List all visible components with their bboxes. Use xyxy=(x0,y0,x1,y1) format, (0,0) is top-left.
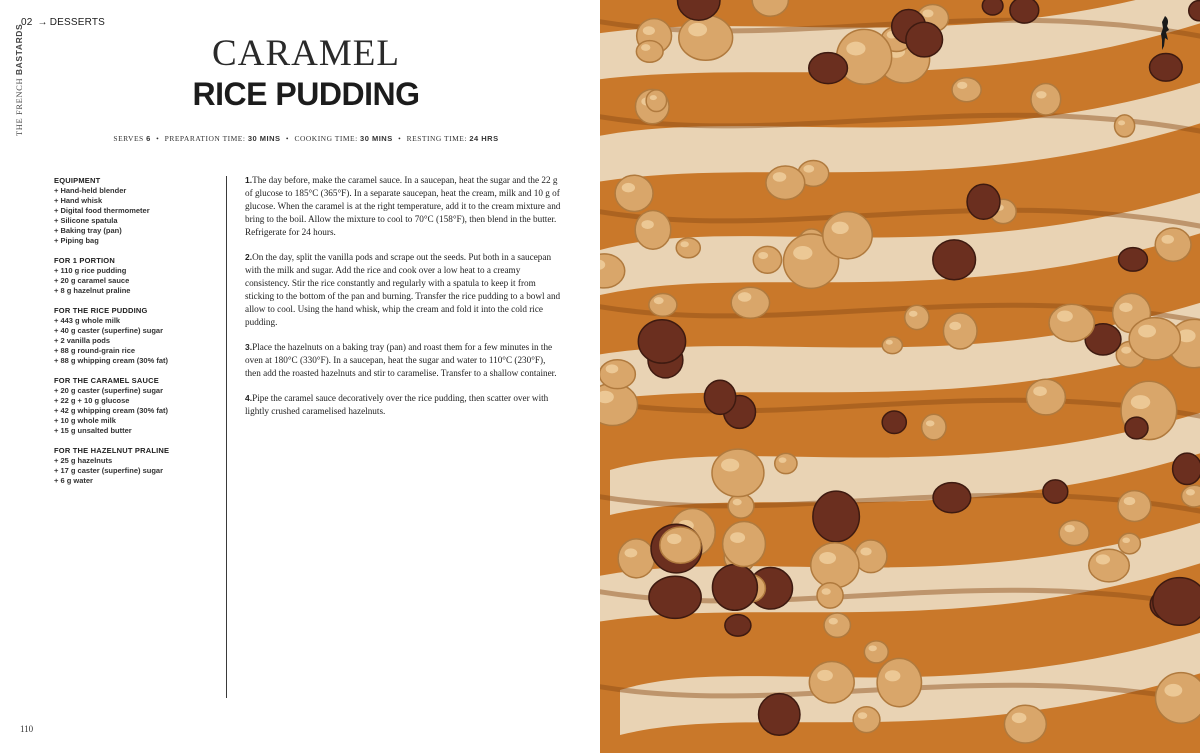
hazelnut xyxy=(864,641,888,663)
ingredient-item: + 2 vanilla pods xyxy=(54,336,111,345)
ingredient-group xyxy=(54,376,224,436)
ingredient-item: + 8 g hazelnut praline xyxy=(54,286,131,295)
hazelnut-highlight xyxy=(803,165,814,173)
hazelnut-highlight xyxy=(643,26,655,35)
hazelnut xyxy=(723,521,766,566)
hazelnut xyxy=(817,583,843,608)
hazelnut-highlight xyxy=(680,241,688,247)
hazelnut xyxy=(1089,549,1130,582)
hazelnut-highlight xyxy=(667,534,681,544)
ingredient-group-heading: FOR 1 PORTION xyxy=(54,256,115,265)
hazelnut xyxy=(635,211,671,250)
hazelnut xyxy=(811,543,859,588)
hazelnut xyxy=(967,184,1000,219)
step-number: 3. xyxy=(245,342,253,352)
recipe-title-line1: CARAMEL xyxy=(212,33,400,74)
hazelnut xyxy=(882,411,906,434)
hazelnut xyxy=(1049,304,1094,341)
hazelnut xyxy=(906,22,943,57)
section-number: 02 xyxy=(21,17,33,28)
hazelnut-highlight xyxy=(773,172,787,182)
hazelnut xyxy=(1031,84,1061,115)
recipe-title-line2: RICE PUDDING xyxy=(192,76,420,112)
hazelnut-highlight xyxy=(831,222,848,234)
page-number: 110 xyxy=(20,724,34,734)
hazelnut xyxy=(712,449,764,496)
hazelnut xyxy=(1125,417,1148,439)
ingredient-group-heading: FOR THE HAZELNUT PRALINE xyxy=(54,446,170,455)
hazelnut-highlight xyxy=(846,42,865,56)
hazelnut-highlight xyxy=(758,252,768,259)
serves-value: 6 xyxy=(146,134,151,143)
hazelnut-highlight xyxy=(733,499,742,505)
ingredient-item: + Baking tray (pan) xyxy=(54,226,122,235)
hazelnut-highlight xyxy=(1186,489,1195,495)
hazelnut-highlight xyxy=(738,292,751,302)
hazelnut-highlight xyxy=(625,548,638,557)
ingredient-item: + Piping bag xyxy=(54,236,99,245)
ingredient-item: + 20 g caster (superfine) sugar xyxy=(54,386,163,395)
ingredient-item: + 6 g water xyxy=(54,476,93,485)
column-divider xyxy=(226,176,227,698)
hazelnut-highlight xyxy=(957,82,967,89)
hazelnut xyxy=(1155,228,1191,261)
hazelnut-highlight xyxy=(1036,91,1046,98)
cook-value: 30 MINS xyxy=(360,134,393,143)
hazelnut xyxy=(1129,318,1180,360)
method-step xyxy=(245,251,561,329)
hazelnut xyxy=(759,694,800,736)
section-name: DESSERTS xyxy=(49,17,106,28)
hazelnut-highlight xyxy=(606,364,619,373)
hazelnut xyxy=(855,540,887,573)
hazelnut-highlight xyxy=(1033,386,1047,396)
hazelnut xyxy=(824,613,850,637)
hazelnut xyxy=(1026,379,1065,415)
step-text: Place the hazelnuts on a baking tray (pan) and roast them for a few minutes in the oven at 180°C (330°F). In a saucepan, heat the sugar and water to 110°C (230°F), then add the roasted hazelnuts and stir to caramelise. Transfer to a shallow container. xyxy=(245,342,557,378)
hazelnut xyxy=(1153,578,1200,626)
hazelnut xyxy=(660,527,701,563)
ingredient-item: + 40 g caster (superfine) sugar xyxy=(54,326,163,335)
hazelnut-highlight xyxy=(1164,684,1182,697)
hazelnut-highlight xyxy=(1138,325,1156,338)
ingredient-item: + Digital food thermometer xyxy=(54,206,150,215)
ingredient-item: + 88 g whipping cream (30% fat) xyxy=(54,356,168,365)
hazelnut-highlight xyxy=(793,246,812,260)
hazelnut xyxy=(728,494,754,518)
hazelnut xyxy=(905,305,929,329)
ingredient-group-heading: EQUIPMENT xyxy=(54,176,101,185)
hazelnut-highlight xyxy=(641,220,653,229)
ingredient-item: + 25 g hazelnuts xyxy=(54,456,113,465)
hazelnut-highlight xyxy=(1121,347,1131,354)
ingredient-item: + 88 g round-grain rice xyxy=(54,346,136,355)
step-number: 2. xyxy=(245,252,253,262)
arrow-right-icon: → xyxy=(37,17,48,28)
prep-value: 30 MINS xyxy=(247,134,281,143)
hazelnut-highlight xyxy=(922,9,933,17)
rooster-logo-icon xyxy=(1158,14,1172,54)
hazelnut xyxy=(1004,705,1046,743)
hazelnut-highlight xyxy=(860,548,871,556)
hazelnut xyxy=(809,661,854,702)
hazelnut xyxy=(1156,673,1200,724)
hazelnut-highlight xyxy=(1064,525,1074,532)
hazelnut xyxy=(982,0,1003,15)
hazelnut-highlight xyxy=(622,183,635,192)
method-steps xyxy=(245,174,561,430)
hazelnut xyxy=(753,246,781,273)
hazelnut-highlight xyxy=(1096,554,1110,564)
hazelnut xyxy=(1043,480,1068,503)
hazelnut xyxy=(646,90,666,112)
ingredient-item: + 10 g whole milk xyxy=(54,416,116,425)
hazelnut xyxy=(882,337,902,354)
cook-label: COOKING TIME: xyxy=(294,134,358,143)
hazelnut-highlight xyxy=(829,618,838,625)
dessert-photo xyxy=(600,0,1200,753)
hazelnut-highlight xyxy=(1012,713,1027,723)
hazelnut-highlight xyxy=(869,645,877,651)
hazelnut-highlight xyxy=(926,420,935,426)
step-number: 4. xyxy=(245,393,253,403)
hazelnut xyxy=(1119,248,1148,272)
hazelnut-highlight xyxy=(819,552,836,564)
hazelnut-highlight xyxy=(641,44,650,51)
hazelnut-highlight xyxy=(1057,310,1073,321)
hazelnut-highlight xyxy=(721,459,739,472)
rest-value: 24 HRS xyxy=(469,134,499,143)
hazelnut-highlight xyxy=(822,588,831,595)
hazelnut xyxy=(600,360,635,389)
hazelnut-highlight xyxy=(1161,235,1174,244)
hazelnut xyxy=(1119,533,1141,554)
ingredient-item: + 443 g whole milk xyxy=(54,316,121,325)
ingredient-item: + 22 g + 10 g glucose xyxy=(54,396,130,405)
hazelnut xyxy=(649,576,701,618)
ingredient-item: + 15 g unsalted butter xyxy=(54,426,132,435)
ingredient-group xyxy=(54,446,224,486)
hazelnut xyxy=(1059,520,1089,545)
hazelnut xyxy=(853,707,880,733)
hazelnut xyxy=(775,453,797,473)
hazelnut-highlight xyxy=(909,311,918,317)
hazelnut-highlight xyxy=(1118,120,1125,125)
hazelnut-highlight xyxy=(779,457,787,463)
hazelnut-highlight xyxy=(1119,303,1132,312)
separator-dot: • xyxy=(285,134,290,143)
ingredient-item: + 110 g rice pudding xyxy=(54,266,127,275)
step-text: On the day, split the vanilla pods and scrape out the seeds. Put both in a saucepan with the milk and sugar. Add the rice and cook over a low heat to a creamy consistency. Stir the rice constantly and regularly with a spatula to keep it from sticking to the bottom of the pan and burning. Transfer the rice pudding to a bowl and allow to cool. Using the hand whisk, whip the cream and fold it into the cold rice pudding. xyxy=(245,252,561,327)
ingredient-item: + Hand whisk xyxy=(54,196,103,205)
ingredient-item: + 17 g caster (superfine) sugar xyxy=(54,466,163,475)
ingredient-group xyxy=(54,176,224,246)
rest-label: RESTING TIME: xyxy=(406,134,467,143)
hazelnut xyxy=(1115,115,1135,137)
recipe-meta xyxy=(0,134,612,143)
hazelnut-highlight xyxy=(949,322,961,330)
recipe-title xyxy=(0,34,612,112)
method-step xyxy=(245,174,561,239)
separator-dot: • xyxy=(398,134,402,143)
hazelnut xyxy=(1173,453,1200,484)
hazelnut xyxy=(823,212,872,259)
book-title-part1: THE FRENCH xyxy=(14,75,24,136)
hazelnut xyxy=(766,166,805,200)
hazelnut xyxy=(649,294,677,317)
hazelnut xyxy=(1150,54,1183,82)
hazelnut xyxy=(877,658,921,706)
step-text: Pipe the caramel sauce decoratively over the rice pudding, then scatter over with lightly crushed caramelised hazelnuts. xyxy=(245,393,549,416)
hazelnut xyxy=(638,320,685,363)
hazelnut xyxy=(676,238,700,258)
ingredient-group-heading: FOR THE CARAMEL SAUCE xyxy=(54,376,159,385)
book-title-part2: BASTARDS xyxy=(14,23,24,76)
hazelnut-highlight xyxy=(654,297,664,304)
method-step xyxy=(245,341,561,380)
ingredients-list xyxy=(54,176,224,496)
hazelnut-highlight xyxy=(730,532,745,543)
ingredient-group-heading: FOR THE RICE PUDDING xyxy=(54,306,148,315)
hazelnut xyxy=(933,483,971,513)
hazelnut xyxy=(1118,491,1151,522)
hazelnut-highlight xyxy=(688,23,707,36)
hazelnut-highlight xyxy=(886,340,893,345)
hazelnut xyxy=(1010,0,1039,23)
separator-dot: • xyxy=(156,134,160,143)
hazelnut-highlight xyxy=(858,712,867,719)
ingredient-group xyxy=(54,306,224,366)
hazelnut xyxy=(809,53,848,84)
hazelnut-highlight xyxy=(1124,497,1136,505)
hazelnut xyxy=(943,313,977,349)
hazelnut xyxy=(636,41,663,63)
serves-label: SERVES xyxy=(113,134,144,143)
hazelnut xyxy=(1182,485,1200,507)
prep-label: PREPARATION TIME: xyxy=(164,134,246,143)
hazelnut xyxy=(725,615,751,636)
ingredient-item: + Hand-held blender xyxy=(54,186,127,195)
step-number: 1. xyxy=(245,175,253,185)
hazelnut xyxy=(704,380,735,414)
hazelnut xyxy=(952,78,981,102)
hazelnut xyxy=(615,175,653,211)
hazelnut xyxy=(922,414,946,440)
method-step xyxy=(245,392,561,418)
section-label xyxy=(21,17,105,28)
ingredient-item: + 20 g caramel sauce xyxy=(54,276,130,285)
ingredient-item: + 42 g whipping cream (30% fat) xyxy=(54,406,168,415)
hazelnut xyxy=(712,565,757,611)
step-text: The day before, make the caramel sauce. In a saucepan, heat the sugar and the 22 g of glucose to 185°C (365°F). In a separate saucepan, heat the cream, milk and 10 g of glucose. When the caramel is at the right temperature, add it to the cream mixture and bring to the boil. Allow the mixture to cool to 70°C (158°F), then blend in the butter. Refrigerate for 24 hours. xyxy=(245,175,561,237)
caramel-rice-pudding-photo xyxy=(600,0,1200,753)
hazelnut-highlight xyxy=(1131,395,1150,409)
hazelnut xyxy=(933,240,976,280)
ingredient-group xyxy=(54,256,224,296)
hazelnut-highlight xyxy=(650,95,657,100)
hazelnut xyxy=(731,287,769,318)
hazelnut-highlight xyxy=(885,670,901,681)
hazelnut xyxy=(813,491,860,542)
ingredient-item: + Silicone spatula xyxy=(54,216,118,225)
hazelnut-highlight xyxy=(1122,538,1130,543)
hazelnut xyxy=(618,539,654,578)
hazelnut-highlight xyxy=(817,670,833,681)
hazelnut xyxy=(679,15,733,60)
